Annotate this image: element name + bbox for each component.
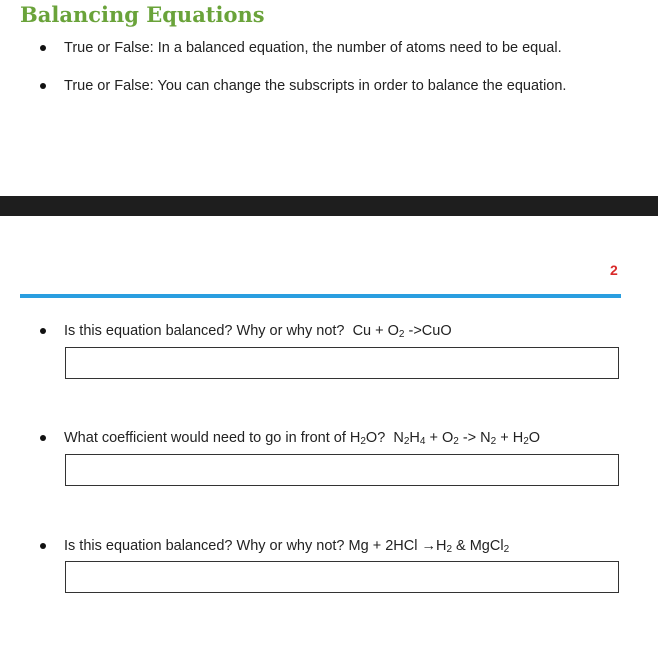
true-false-question-2: True or False: You can change the subscripts in order to balance the equation. — [64, 78, 567, 94]
question-3-prompt: Is this equation balanced? Why or why not? — [64, 538, 345, 554]
question-1-text — [64, 322, 452, 340]
question-3-equation: $Mg + 2HCl \to H_2$ & MgCl$_2$ — [348, 538, 510, 555]
true-false-question-1: True or False: In a balanced equation, the number of atoms need to be equal. — [64, 40, 562, 56]
page-title: Balancing Equations — [20, 2, 265, 27]
question-1-equation: $Cu + O_2$ ->CuO — [352, 323, 452, 340]
bullet-dot — [40, 328, 46, 334]
question-3-text — [64, 537, 509, 555]
section-divider — [0, 196, 658, 216]
blue-rule — [20, 294, 621, 298]
question-1-prompt: Is this equation balanced? Why or why not? — [64, 323, 345, 339]
bullet-dot — [40, 435, 46, 441]
bullet-dot — [40, 543, 46, 549]
bullet-dot — [40, 83, 46, 89]
question-2-text — [64, 429, 540, 447]
bullet-dot — [40, 45, 46, 51]
answer-box-1[interactable] — [65, 347, 619, 379]
answer-box-3[interactable] — [65, 561, 619, 593]
page-number: 2 — [610, 262, 618, 278]
question-2-equation: $N_2H_4 + O_2 -> N_2 + H_2O$ — [393, 430, 541, 447]
question-2-prompt: What coefficient would need to go in front of $H_2O$? — [64, 430, 386, 447]
answer-box-2[interactable] — [65, 454, 619, 486]
